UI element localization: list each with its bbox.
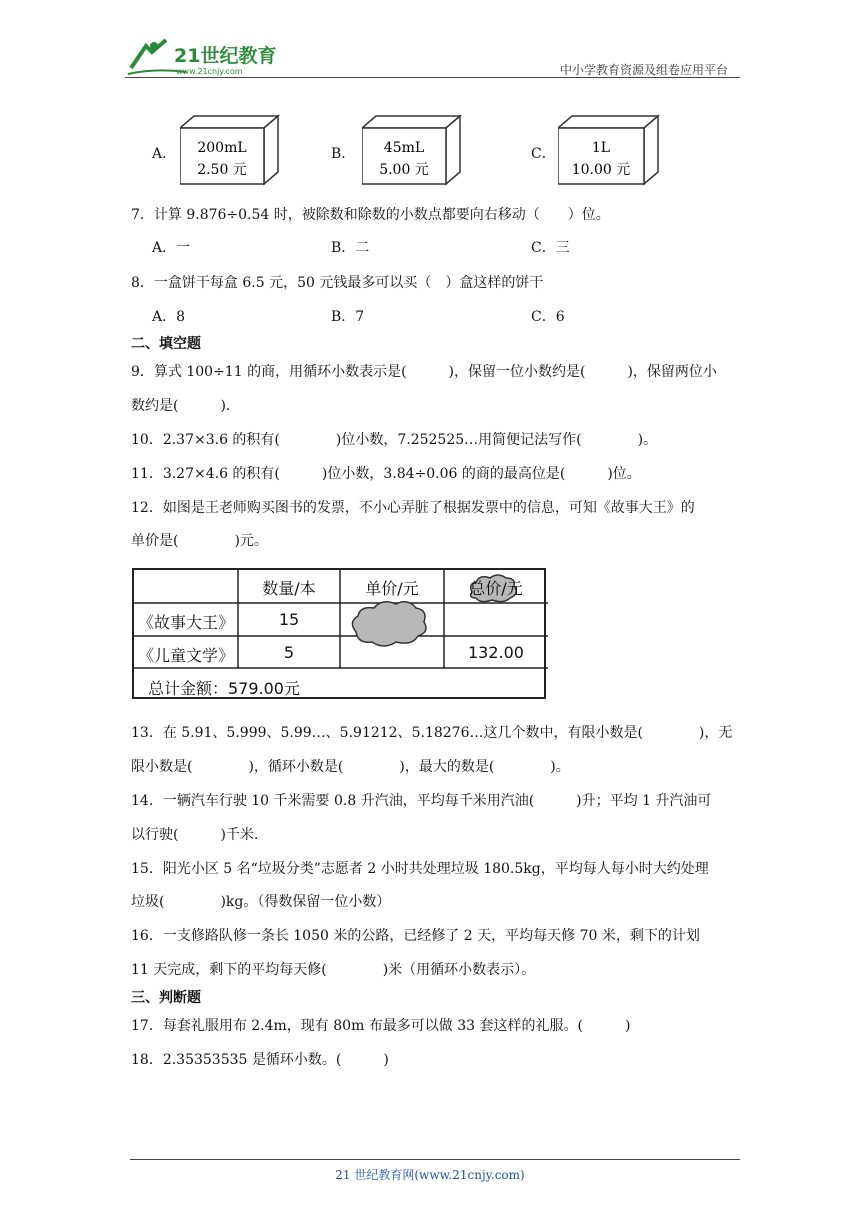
invoice-table: [132, 568, 546, 699]
q8-option-b: B．7: [331, 309, 365, 325]
question-9-line2: 数约是( ).: [131, 398, 231, 414]
box-a: [180, 114, 280, 190]
invoice-header-qty: 数量/本: [262, 579, 316, 598]
question-16-line2: 11 天完成，剩下的平均每天修( )米（用循环小数表示）。: [131, 962, 536, 978]
header-divider: [125, 77, 740, 78]
logo-url: www.21cnjy.com: [176, 67, 243, 76]
question-11: 11．3.27×4.6 的积有( )位小数，3.84÷0.06 的商的最高位是( )位。: [131, 466, 641, 482]
question-12-line1: 12．如图是王老师购买图书的发票，不小心弄脏了根据发票中的信息，可知《故事大王》的: [131, 500, 695, 516]
question-10: 10．2.37×3.6 的积有( )位小数，7.252525…用简便记法写作( )。: [131, 432, 658, 448]
invoice-sum: 总计金额：579.00元: [148, 679, 300, 698]
question-14-line2: 以行驶( )千米.: [131, 827, 259, 843]
q8-option-a: A．8: [152, 309, 186, 325]
invoice-row1-name: 《故事大王》: [137, 613, 234, 632]
box-b-price: 5.00 元: [379, 162, 429, 178]
q7-option-a: A．一: [152, 240, 191, 256]
logo-text: 21世纪教育: [174, 45, 277, 67]
question-8: 8．一盒饼干每盒 6.5 元，50 元钱最多可以买（ ）盒这样的饼干: [131, 275, 544, 291]
invoice-row2-name: 《儿童文学》: [137, 646, 234, 665]
invoice-header-total: 总价/元: [469, 579, 523, 598]
logo: [126, 38, 296, 78]
ink-blot-large: [352, 602, 426, 646]
box-a-price: 2.50 元: [197, 162, 247, 178]
box-b: [362, 114, 462, 190]
q7-option-c: C．三: [531, 240, 570, 256]
section-judgment: 三、判断题: [131, 990, 201, 1006]
box-c-volume: 1L: [591, 140, 611, 156]
question-9-line1: 9．算式 100÷11 的商，用循环小数表示是( )，保留一位小数约是( )，保留两位小: [131, 364, 717, 380]
q7-option-b: B．二: [331, 240, 370, 256]
question-18: 18．2.35353535 是循环小数。( ): [131, 1052, 389, 1068]
question-16-line1: 16．一支修路队修一条长 1050 米的公路，已经修了 2 天，平均每天修 70 米，剩下的计划: [131, 928, 700, 944]
question-15-line2: 垃圾( )kg。（得数保留一位小数）: [131, 894, 391, 910]
footer-divider: [130, 1159, 740, 1160]
footer-link[interactable]: 21 世纪教育网(www.21cnjy.com): [335, 1168, 525, 1182]
invoice-header-unit: 单价/元: [365, 579, 419, 598]
box-c: [558, 114, 660, 190]
platform-label: 中小学教育资源及组卷应用平台: [560, 63, 729, 77]
box-c-price: 10.00 元: [571, 162, 631, 178]
invoice-row2-total: 132.00: [468, 643, 524, 662]
question-13-line1: 13．在 5.91、5.999、5.99…、5.91212、5.18276…这几个数中，有限小数是( )，无: [131, 725, 733, 741]
invoice-row2-qty: 5: [283, 643, 295, 662]
section-fill-blank: 二、填空题: [131, 336, 201, 352]
question-14-line1: 14．一辆汽车行驶 10 千米需要 0.8 升汽油，平均每千米用汽油( )升；平均 1 升汽油可: [131, 793, 712, 809]
box-option-letter-b: B．: [331, 146, 356, 162]
invoice-row1-qty: 15: [278, 610, 300, 629]
box-option-letter-a: A．: [152, 146, 177, 162]
question-7: 7．计算 9.876÷0.54 时，被除数和除数的小数点都要向右移动（ ）位。: [131, 207, 610, 223]
box-option-letter-c: C．: [531, 146, 556, 162]
box-a-volume: 200mL: [197, 140, 247, 156]
question-17: 17．每套礼服用布 2.4m，现有 80m 布最多可以做 33 套这样的礼服。( ): [131, 1018, 631, 1034]
question-12-line2: 单价是( )元。: [131, 533, 268, 549]
q8-option-c: C．6: [531, 309, 565, 325]
box-b-volume: 45mL: [383, 140, 425, 156]
question-15-line1: 15．阳光小区 5 名“垃圾分类”志愿者 2 小时共处理垃圾 180.5kg，平均每人每小时大约处理: [131, 861, 709, 877]
question-13-line2: 限小数是( )，循环小数是( )，最大的数是( )。: [131, 759, 570, 775]
